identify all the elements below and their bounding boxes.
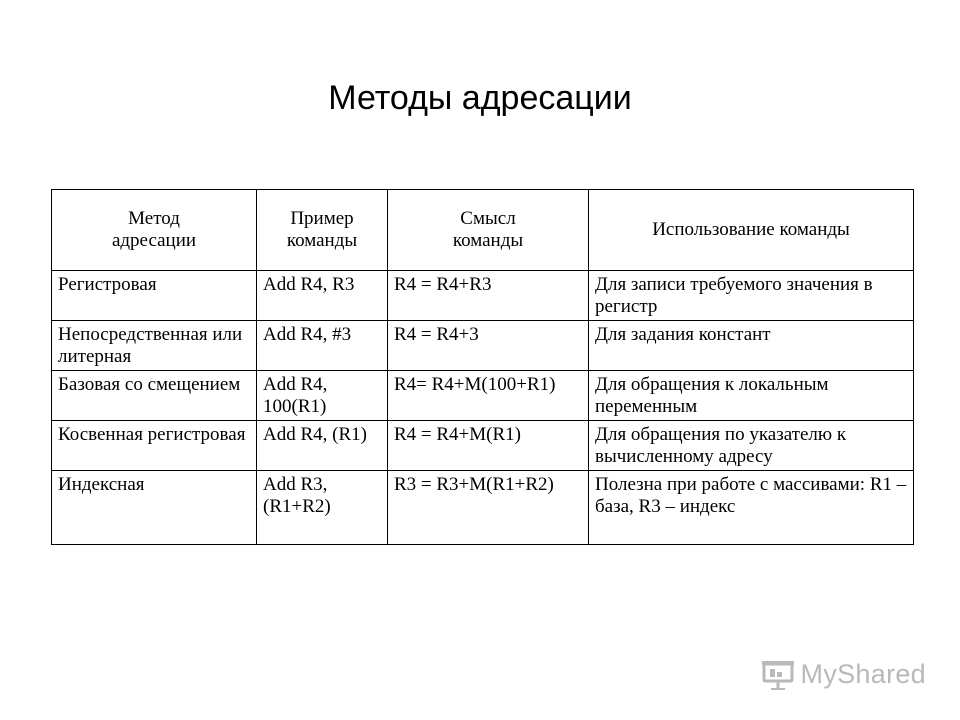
header-meaning: Смысл команды: [388, 190, 589, 271]
cell-usage: Для записи требуемого значения в регистр: [589, 271, 914, 321]
cell-meaning: R4= R4+M(100+R1): [388, 371, 589, 421]
cell-meaning: R4 = R4+3: [388, 321, 589, 371]
cell-usage: Полезна при работе с массивами: R1 – база, R3 – индекс: [589, 471, 914, 545]
table-row: [52, 271, 914, 321]
table-row: [52, 371, 914, 421]
cell-usage: Для задания констант: [589, 321, 914, 371]
addressing-methods-table: [51, 189, 914, 545]
table-row: [52, 421, 914, 471]
cell-usage: Для обращения по указателю к вычисленному адресу: [589, 421, 914, 471]
cell-usage: Для обращения к локальным переменным: [589, 371, 914, 421]
table-row: [52, 321, 914, 371]
cell-example: Add R4, (R1): [257, 421, 388, 471]
cell-method: Базовая со смещением: [52, 371, 257, 421]
cell-method: Индексная: [52, 471, 257, 545]
table-row: [52, 471, 914, 545]
watermark-logo: [761, 659, 926, 690]
cell-example: Add R4, 100(R1): [257, 371, 388, 421]
header-usage: Использование команды: [589, 190, 914, 271]
header-method: Метод адресации: [52, 190, 257, 271]
cell-method: Регистровая: [52, 271, 257, 321]
cell-method: Косвенная регистровая: [52, 421, 257, 471]
cell-example: Add R4, R3: [257, 271, 388, 321]
slide-title: Методы адресации: [328, 79, 632, 117]
cell-meaning: R3 = R3+M(R1+R2): [388, 471, 589, 545]
cell-meaning: R4 = R4+M(R1): [388, 421, 589, 471]
cell-meaning: R4 = R4+R3: [388, 271, 589, 321]
table-header-row: [52, 190, 914, 271]
cell-example: Add R4, #3: [257, 321, 388, 371]
watermark-text: MyShared: [800, 659, 926, 689]
header-example: Пример команды: [257, 190, 388, 271]
cell-example: Add R3, (R1+R2): [257, 471, 388, 545]
cell-method: Непосредственная или литерная: [52, 321, 257, 371]
presentation-board-icon: [761, 660, 795, 690]
